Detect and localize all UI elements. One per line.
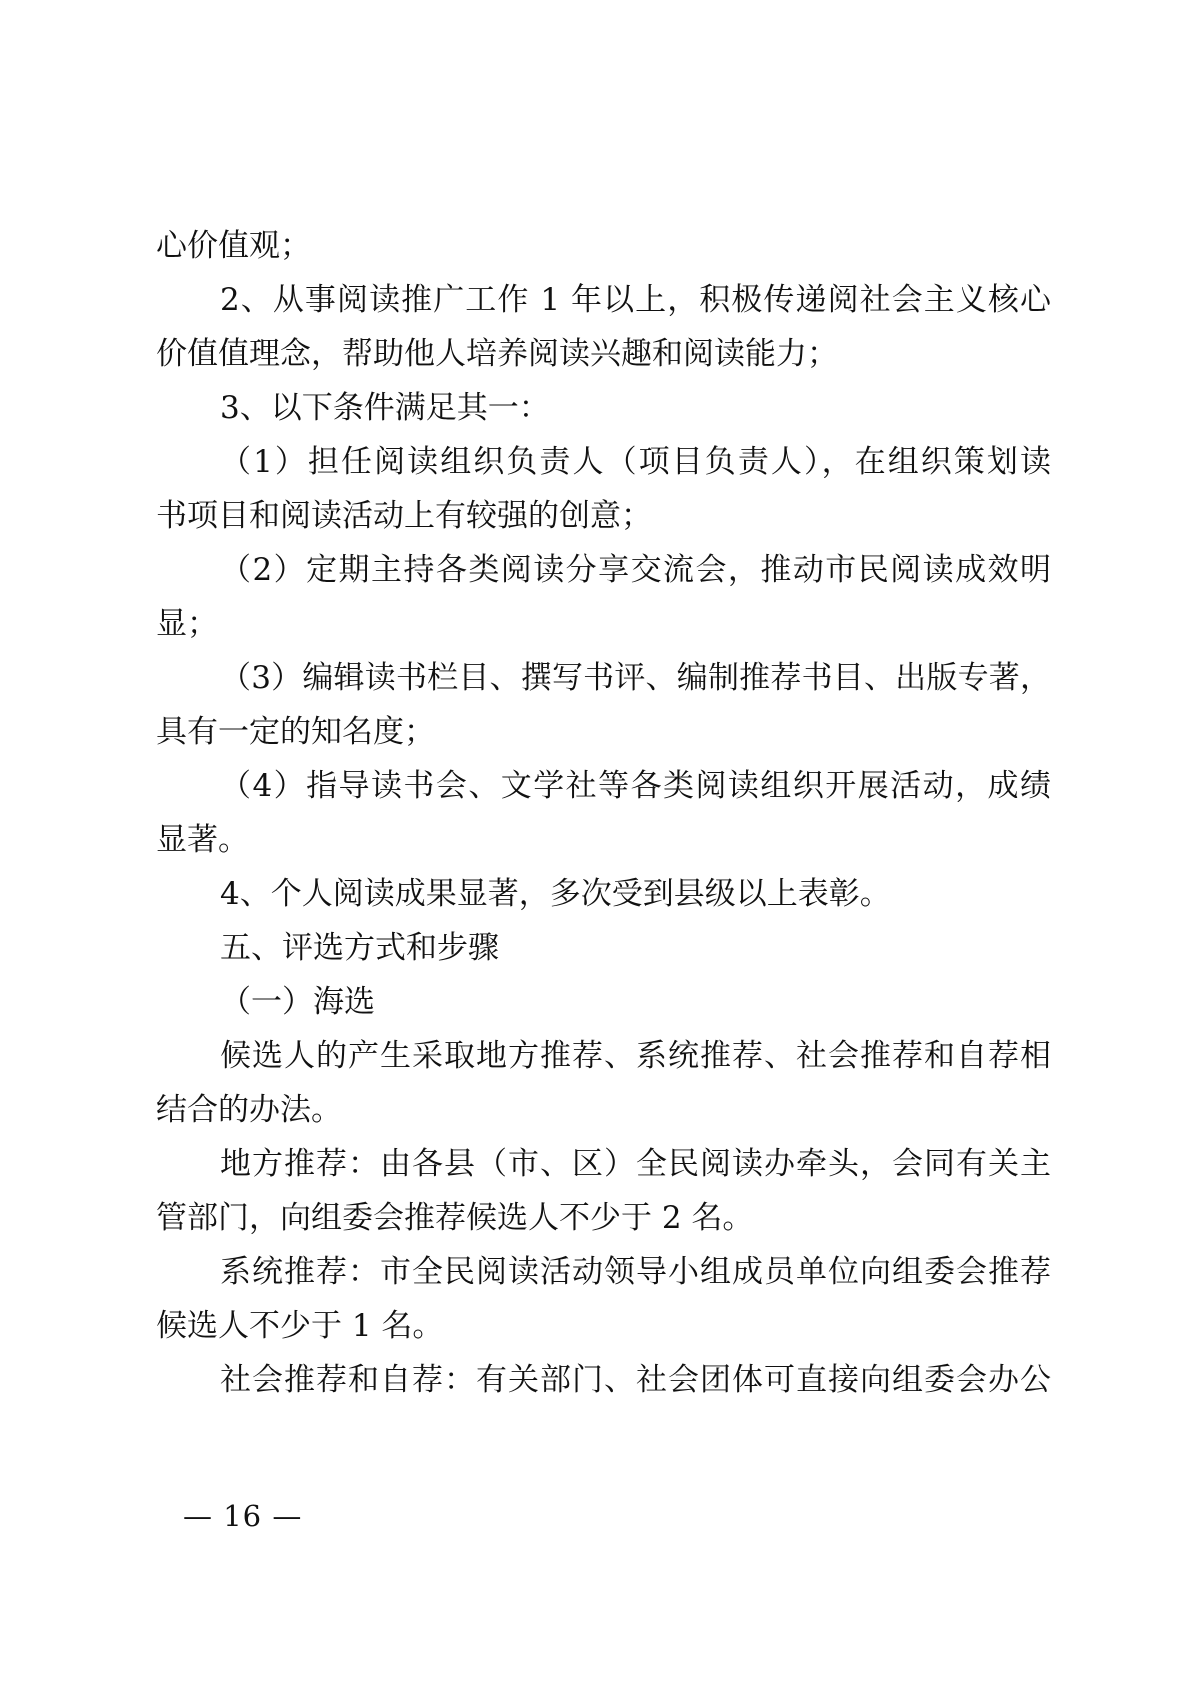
body-text-line: （1）担任阅读组织负责人（项目负责人），在组织策划读: [220, 444, 1051, 480]
body-text-line: 系统推荐：市全民阅读活动领导小组成员单位向组委会推荐: [220, 1254, 1051, 1290]
subsection-heading: （一）海选: [220, 984, 375, 1020]
body-text-line: （4）指导读书会、文学社等各类阅读组织开展活动，成绩: [220, 768, 1051, 804]
section-heading: 五、评选方式和步骤: [220, 930, 499, 966]
body-text-line: 候选人不少于 1 名。: [156, 1308, 444, 1344]
body-text-line: 显；: [156, 606, 218, 642]
body-text-line: 社会推荐和自荐：有关部门、社会团体可直接向组委会办公: [220, 1362, 1051, 1398]
body-text-line: 4、个人阅读成果显著，多次受到县级以上表彰。: [220, 876, 891, 912]
body-text-line: 2、从事阅读推广工作 1 年以上，积极传递阅社会主义核心: [220, 282, 1051, 318]
body-text-line: 价值值理念，帮助他人培养阅读兴趣和阅读能力；: [156, 336, 838, 372]
body-text-line: 书项目和阅读活动上有较强的创意；: [156, 498, 652, 534]
body-text-line: 管部门，向组委会推荐候选人不少于 2 名。: [156, 1200, 754, 1236]
body-text-line: 结合的办法。: [156, 1092, 342, 1128]
body-text-line: （2）定期主持各类阅读分享交流会，推动市民阅读成效明: [220, 552, 1051, 588]
body-text-line: 候选人的产生采取地方推荐、系统推荐、社会推荐和自荐相: [220, 1038, 1051, 1074]
body-text-line: 地方推荐：由各县（市、区）全民阅读办牵头，会同有关主: [220, 1146, 1051, 1182]
body-text-line: 具有一定的知名度；: [156, 714, 435, 750]
body-text-line: 心价值观；: [156, 228, 311, 264]
body-text-line: 显著。: [156, 822, 249, 858]
body-text-line: 3、以下条件满足其一：: [220, 390, 550, 426]
page-number: — 16 —: [183, 1499, 303, 1533]
body-text-line: （3）编辑读书栏目、撰写书评、编制推荐书目、出版专著，: [220, 660, 1051, 696]
